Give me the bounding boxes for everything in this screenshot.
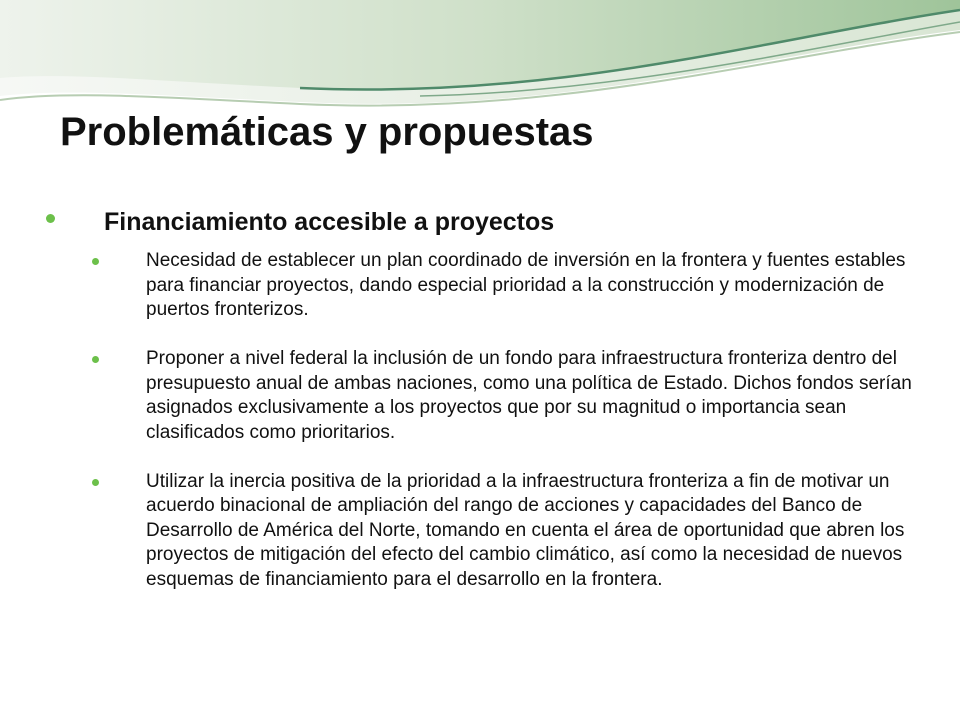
bullet-list bbox=[0, 249, 960, 592]
section-heading-text: Financiamiento accesible a proyectos bbox=[104, 208, 555, 236]
bullet-icon bbox=[92, 356, 99, 363]
bullet-icon bbox=[46, 214, 55, 223]
bullet-icon bbox=[92, 479, 99, 486]
list-item-text: Necesidad de establecer un plan coordinado de inversión en la frontera y fuentes estables para financiar proyectos, dando especial prioridad a la construcción y modernización de puertos fronterizos. bbox=[146, 250, 906, 320]
list-item bbox=[146, 470, 916, 593]
list-item-text: Proponer a nivel federal la inclusión de un fondo para infraestructura fronteriza dentro del presupuesto anual de ambas naciones, como una política de Estado. Dichos fondos serían asignados exclusivamente a los proyectos que por su magnitud o importancia sean clasificados como prioritarios. bbox=[146, 348, 912, 443]
slide-content bbox=[0, 208, 960, 617]
list-item bbox=[146, 249, 916, 323]
list-item bbox=[146, 347, 916, 445]
bullet-icon bbox=[92, 258, 99, 265]
list-item-text: Utilizar la inercia positiva de la prioridad a la infraestructura fronteriza a fin de motivar un acuerdo binacional de ampliación del rango de acciones y capacidades del Banco de Desarrollo de América del Norte, tomando en cuenta el área de oportunidad que abren los proyectos de mitigación del efecto del cambio climático, así como la necesidad de nuevos esquemas de financiamiento para el desarrollo en la frontera. bbox=[146, 470, 905, 590]
section-heading bbox=[104, 208, 924, 237]
slide-title: Problemáticas y propuestas bbox=[60, 110, 594, 154]
